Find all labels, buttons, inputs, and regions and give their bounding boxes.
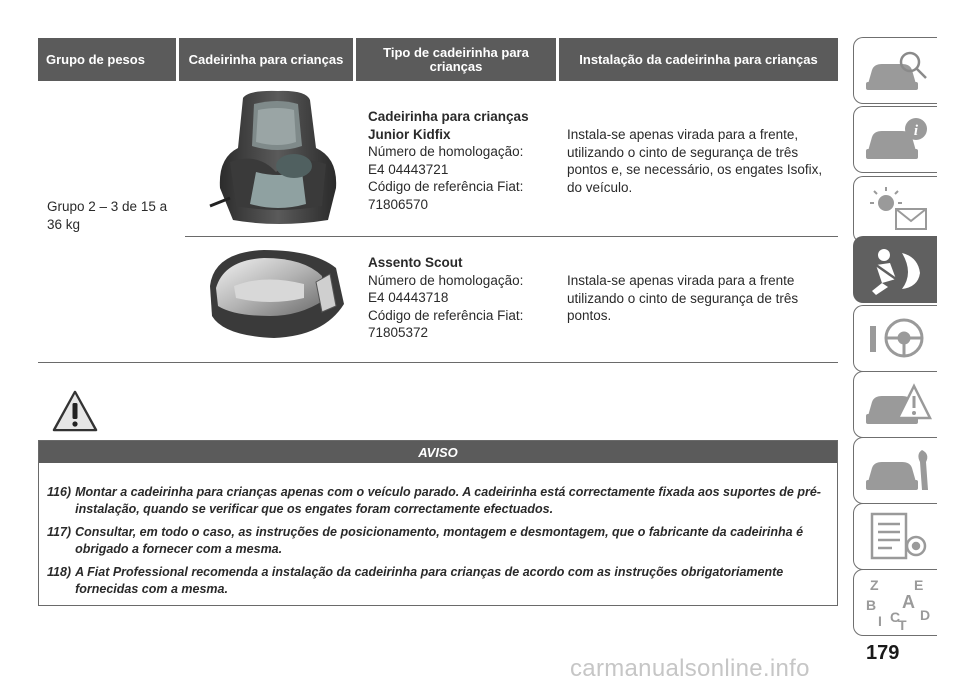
table-bottom-line [38, 362, 838, 363]
index-letter: Z [870, 577, 879, 593]
tab-warning-lights[interactable] [853, 176, 937, 243]
warning-item [47, 524, 827, 558]
tab-car-emergency[interactable] [853, 371, 937, 438]
homologation-label: Número de homologação: [368, 144, 524, 159]
scout-installation: Instala-se apenas virada para a frente utilizando o cinto de segurança de três pontos. [567, 273, 799, 323]
tab-airbag-seatbelt[interactable] [853, 236, 937, 303]
index-letter: D [920, 607, 931, 623]
scout-details [368, 254, 558, 342]
warning-text: Montar a cadeirinha para crianças apenas com o veículo parado. A cadeirinha está correctamente fixada aos suportes de pré-instalação, quando se verificar que os engates foram correctamente efectuados. [75, 485, 821, 516]
homologation-number: E4 04443721 [368, 161, 449, 177]
warning-number: 118) [47, 565, 72, 579]
index-letter: A [902, 592, 915, 612]
steering-wheel-icon [862, 312, 934, 366]
junior-kidfix-details [368, 108, 558, 213]
index-letter: C [890, 609, 901, 625]
car-info-icon [862, 113, 934, 167]
warning-number: 116) [47, 485, 72, 499]
tab-car-info[interactable] [853, 106, 937, 173]
specifications-icon [862, 510, 934, 564]
car-search-icon [862, 44, 934, 98]
table-header [38, 38, 838, 81]
car-maintenance-icon [862, 444, 934, 498]
warning-number: 117) [47, 525, 72, 539]
warning-list [39, 463, 837, 598]
header-weight-group: Grupo de pesos [38, 38, 176, 81]
svg-text:i: i [913, 123, 919, 139]
header-seat-type: Tipo de cadeirinha para crianças [356, 38, 556, 81]
index-letter: I [878, 613, 882, 629]
tab-specifications[interactable] [853, 503, 937, 570]
warning-box [38, 440, 838, 606]
tab-car-maintenance[interactable] [853, 437, 937, 504]
warning-item [47, 484, 827, 518]
index-letter: E [914, 577, 924, 593]
header-child-seat: Cadeirinha para crianças [179, 38, 353, 81]
warning-title: AVISO [39, 441, 837, 463]
reference-number: 71805372 [368, 325, 429, 340]
reference-label: Código de referência Fiat: [368, 179, 524, 194]
tab-steering-wheel[interactable] [853, 305, 937, 372]
warning-text: Consultar, em todo o caso, as instruções de posicionamento, montagem e desmontagem, que o fabricante da cadeirinha é obrigado a fornecer com a mesma. [75, 525, 804, 556]
homologation-number: E4 04443718 [368, 290, 449, 305]
airbag-seatbelt-icon [862, 243, 934, 297]
header-installation: Instalação da cadeirinha para crianças [559, 38, 838, 81]
watermark: carmanualsonline.info [570, 655, 810, 682]
warning-triangle-icon [52, 390, 98, 432]
index-letter: T [898, 617, 907, 630]
scout-booster-image [204, 246, 350, 342]
weight-group-label: Grupo 2 – 3 de 15 a 36 kg [47, 199, 168, 232]
row-divider [185, 236, 838, 237]
car-emergency-icon [862, 378, 934, 432]
junior-kidfix-installation: Instala-se apenas virada para a frente, utilizando o cinto de segurança de três pontos e, se necessário, os engates Isofix, do veículo. [567, 127, 823, 195]
warning-item [47, 564, 827, 598]
seat-name: Assento Scout [368, 255, 463, 270]
junior-kidfix-seat-image [198, 88, 356, 228]
page-number: 179 [866, 642, 900, 664]
warning-text: A Fiat Professional recomenda a instalação da cadeirinha para crianças de acordo com as instruções obrigatoriamente fornecidas com a mesma. [75, 565, 784, 596]
homologation-label: Número de homologação: [368, 272, 524, 288]
warning-lights-icon [862, 183, 934, 237]
index-letters-icon [862, 576, 934, 630]
seat-name: Cadeirinha para crianças Junior Kidfix [368, 109, 529, 142]
tab-car-search[interactable] [853, 37, 937, 104]
index-letter: B [866, 597, 877, 613]
reference-number: 71806570 [368, 196, 429, 212]
reference-label: Código de referência Fiat: [368, 307, 524, 323]
tab-index[interactable] [853, 569, 937, 636]
